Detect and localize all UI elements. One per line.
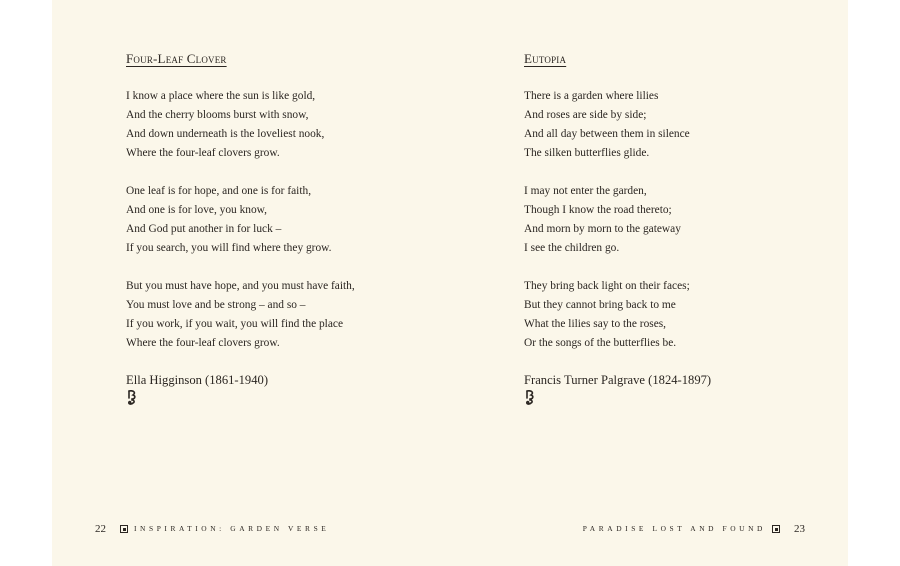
poem-line: Or the songs of the butterflies be. <box>524 337 677 349</box>
poem-line: If you work, if you wait, you will find the place <box>126 318 344 330</box>
poem-line: But you must have hope, and you must have faith, <box>126 280 355 292</box>
poem-line: But they cannot bring back to me <box>524 299 676 311</box>
poem-line: And God put another in for luck – <box>126 223 282 235</box>
poem-line: I know a place where the sun is like gold, <box>126 90 316 102</box>
poem-line: The silken butterflies glide. <box>524 147 650 159</box>
poem-author: Ella Higginson (1861-1940) <box>126 373 269 387</box>
left-page <box>52 0 450 566</box>
right-page <box>450 0 848 566</box>
poem-line: And all day between them in silence <box>524 128 690 140</box>
stanza <box>126 277 426 353</box>
poem-line: And roses are side by side; <box>524 109 647 121</box>
page-number: 22 <box>95 523 106 535</box>
square-ornament-icon <box>120 525 128 533</box>
poem-line: They bring back light on their faces; <box>524 280 690 292</box>
poem-line: And the cherry blooms burst with snow, <box>126 109 309 121</box>
stanza <box>126 182 426 258</box>
stanza <box>126 87 426 163</box>
page-number: 23 <box>794 523 805 535</box>
poem-line: You must love and be strong – and so – <box>126 299 306 311</box>
poem-title: Eutopia <box>524 51 567 66</box>
poem-line: Where the four-leaf clovers grow. <box>126 147 280 159</box>
poem-line: One leaf is for hope, and one is for faith, <box>126 185 312 197</box>
poem-line: What the lilies say to the roses, <box>524 318 667 330</box>
poem-author: Francis Turner Palgrave (1824-1897) <box>524 373 712 387</box>
poem-line: There is a garden where lilies <box>524 90 659 102</box>
floral-ornament-icon <box>525 390 535 406</box>
poem-line: And morn by morn to the gateway <box>524 223 681 235</box>
left-footer <box>95 522 329 536</box>
poem-line: Where the four-leaf clovers grow. <box>126 337 280 349</box>
poem-line: If you search, you will find where they grow. <box>126 242 332 254</box>
poem-line: And one is for love, you know, <box>126 204 267 216</box>
poem-line: And down underneath is the loveliest nook, <box>126 128 325 140</box>
stanza <box>524 182 824 258</box>
floral-ornament-icon <box>127 390 137 406</box>
poem-line: I see the children go. <box>524 242 620 254</box>
poem-title: Four-Leaf Clover <box>126 51 227 66</box>
square-ornament-icon <box>772 525 780 533</box>
right-footer <box>583 522 805 536</box>
stanza <box>524 87 824 163</box>
poem-eutopia <box>524 52 824 406</box>
running-head: INSPIRATION: GARDEN VERSE <box>134 524 330 533</box>
poem-four-leaf-clover <box>126 52 426 406</box>
running-head: PARADISE LOST AND FOUND <box>582 524 766 533</box>
poem-line: I may not enter the garden, <box>524 185 647 197</box>
stanza <box>524 277 824 353</box>
book-spread <box>52 0 848 566</box>
poem-line: Though I know the road thereto; <box>524 204 672 216</box>
